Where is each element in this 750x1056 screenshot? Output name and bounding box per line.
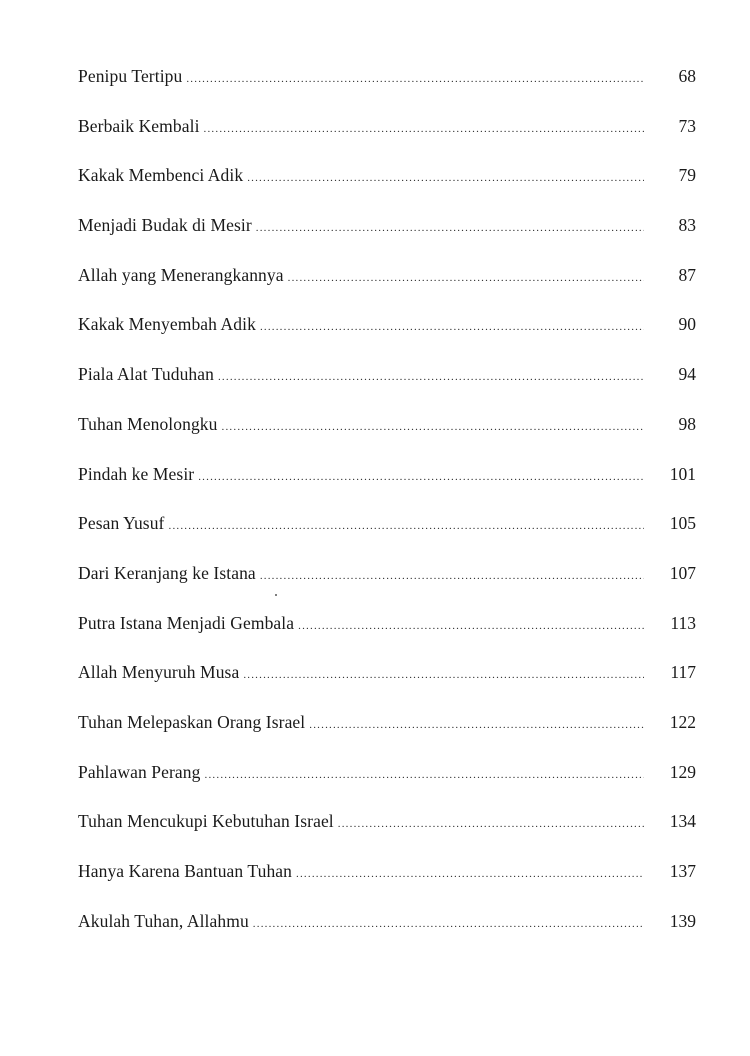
toc-entry xyxy=(78,911,696,961)
toc-entry-title: Kakak Membenci Adik xyxy=(78,165,244,186)
toc-entry xyxy=(78,116,696,166)
toc-entry-page: 122 xyxy=(669,711,696,732)
dot-leader xyxy=(198,471,644,483)
toc-entry-page: 68 xyxy=(678,66,696,86)
toc-entry-page: 83 xyxy=(678,215,696,236)
toc-entry-title: Menjadi Budak di Mesir xyxy=(78,215,252,236)
toc-entry xyxy=(78,265,696,315)
dot-leader xyxy=(204,123,644,135)
toc-entry xyxy=(78,613,696,663)
toc-entry xyxy=(78,513,696,563)
toc-entry-page: 90 xyxy=(678,314,696,335)
toc-entry xyxy=(78,215,696,265)
dot-leader xyxy=(256,222,644,234)
toc-entry-page: 101 xyxy=(669,463,696,484)
toc-entry-page: 117 xyxy=(670,662,696,683)
toc-entry xyxy=(78,563,696,613)
toc-entry-page: 98 xyxy=(678,413,696,434)
dot-leader xyxy=(296,868,644,880)
dot-leader xyxy=(309,719,644,731)
dot-leader xyxy=(218,371,644,383)
toc-entry-title: Piala Alat Tuduhan xyxy=(78,364,214,385)
dot-leader xyxy=(247,172,644,184)
table-of-contents xyxy=(78,66,696,960)
toc-entry xyxy=(78,314,696,364)
dot-leader xyxy=(222,421,644,433)
toc-entry-title: Pesan Yusuf xyxy=(78,513,165,534)
toc-entry-title: Tuhan Mencukupi Kebutuhan Israel xyxy=(78,811,334,832)
toc-entry-page: 134 xyxy=(669,811,696,832)
dot-leader xyxy=(338,818,644,830)
toc-entry-title: Hanya Karena Bantuan Tuhan xyxy=(78,861,293,881)
toc-entry-page: 129 xyxy=(669,761,696,782)
dot-leader xyxy=(169,520,645,532)
dot-leader xyxy=(243,669,644,681)
toc-entry xyxy=(78,165,696,215)
toc-entry-title: Allah Menyuruh Musa xyxy=(78,662,240,683)
toc-entry-title: Tuhan Melepaskan Orang Israel xyxy=(78,711,306,732)
toc-entry-title: Berbaik Kembali xyxy=(78,115,200,136)
toc-entry-page: 137 xyxy=(669,861,696,881)
toc-entry xyxy=(78,811,696,861)
dot-leader xyxy=(298,620,644,632)
dot-leader xyxy=(260,570,644,582)
toc-entry xyxy=(78,66,696,116)
toc-entry-title: Allah yang Menerangkannya xyxy=(78,264,284,285)
dot-leader xyxy=(186,73,644,85)
toc-entry-title: Akulah Tuhan, Allahmu xyxy=(78,910,249,931)
toc-entry-title: Penipu Tertipu xyxy=(78,66,183,86)
dot-leader xyxy=(288,272,644,284)
dot-leader xyxy=(260,321,644,333)
toc-entry-title: Dari Keranjang ke Istana xyxy=(78,562,256,583)
toc-entry-title: Pahlawan Perang xyxy=(78,761,201,782)
toc-entry xyxy=(78,414,696,464)
toc-entry xyxy=(78,364,696,414)
toc-entry-page: 87 xyxy=(678,264,696,285)
toc-entry-title: Tuhan Menolongku xyxy=(78,413,218,434)
toc-entry-page: 139 xyxy=(669,910,696,931)
toc-entry xyxy=(78,762,696,812)
toc-entry-page: 113 xyxy=(670,612,696,633)
toc-entry-page: 94 xyxy=(678,364,696,385)
toc-entry xyxy=(78,464,696,514)
toc-entry-title: Kakak Menyembah Adik xyxy=(78,314,256,335)
scan-speck xyxy=(275,594,277,596)
toc-entry xyxy=(78,662,696,712)
toc-entry-page: 105 xyxy=(669,513,696,534)
toc-entry xyxy=(78,712,696,762)
toc-entry xyxy=(78,861,696,911)
dot-leader xyxy=(253,918,644,930)
toc-entry-page: 79 xyxy=(678,165,696,186)
toc-entry-title: Pindah ke Mesir xyxy=(78,463,195,484)
toc-entry-page: 73 xyxy=(678,115,696,136)
toc-entry-title: Putra Istana Menjadi Gembala xyxy=(78,612,295,633)
toc-entry-page: 107 xyxy=(669,562,696,583)
dot-leader xyxy=(205,769,644,781)
